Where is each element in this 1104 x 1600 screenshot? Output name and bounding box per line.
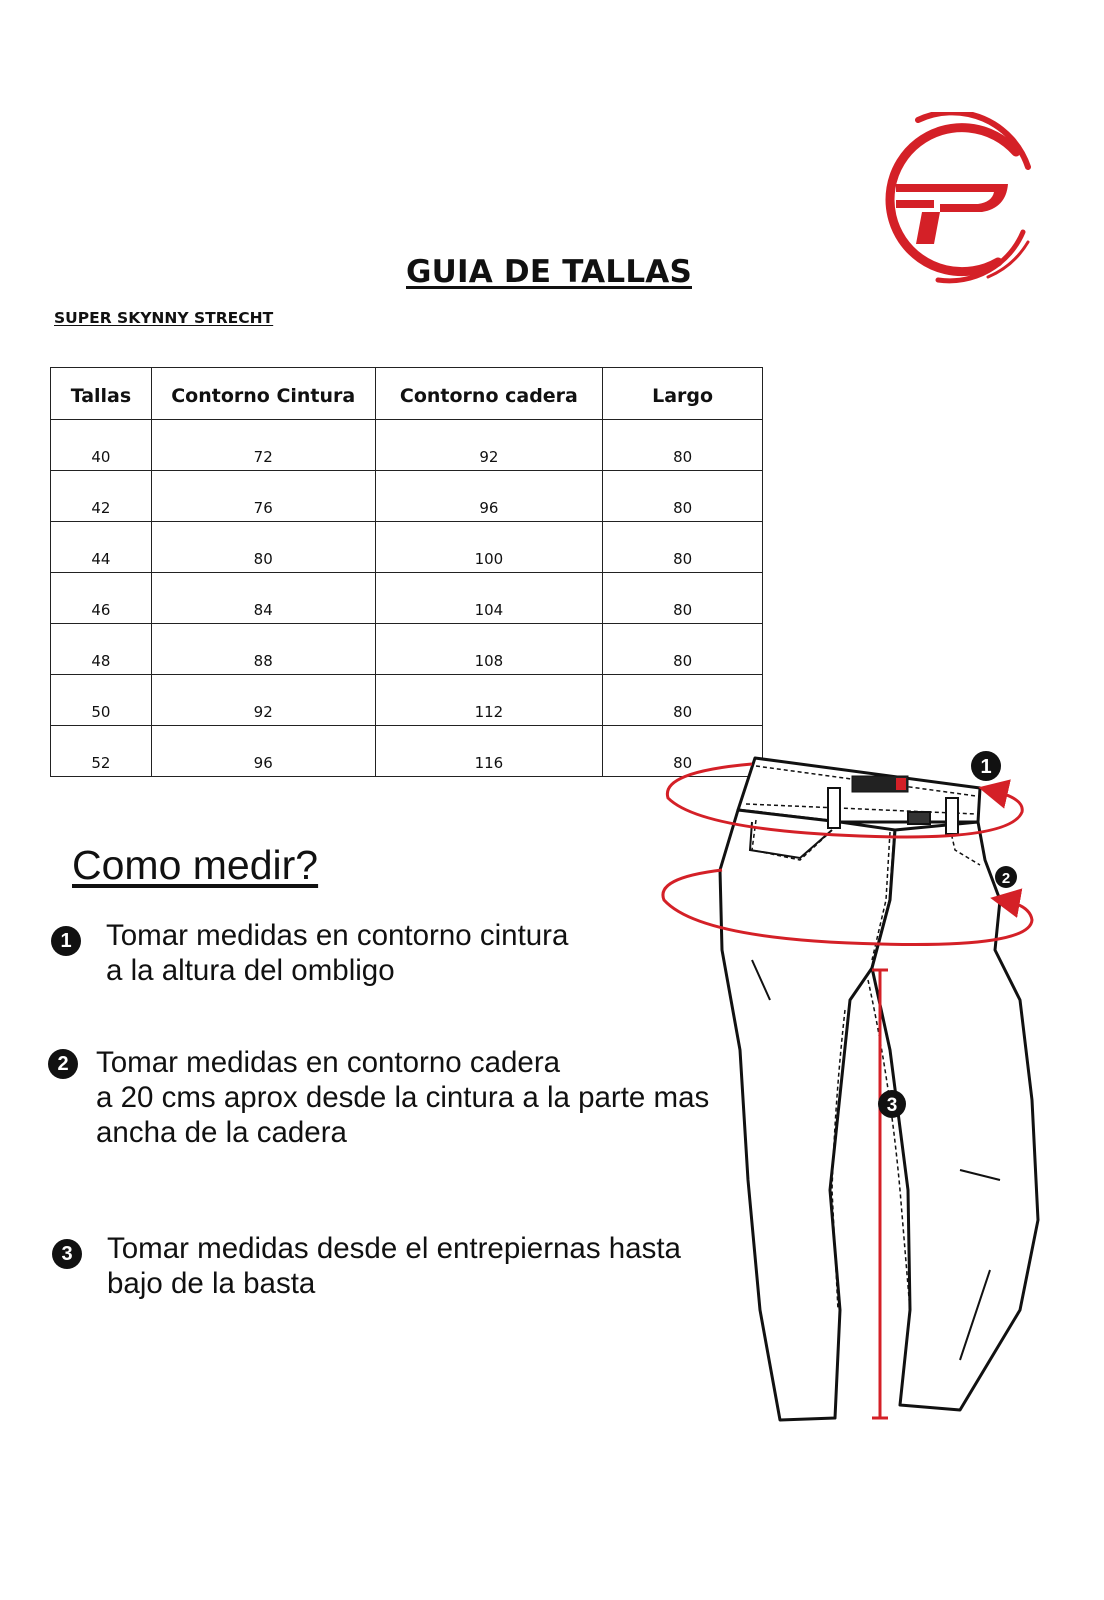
cell-largo: 80 (603, 573, 763, 624)
cell-largo: 80 (603, 675, 763, 726)
cell-cadera: 104 (375, 573, 603, 624)
step-text-line: Tomar medidas en contorno cadera (96, 1046, 561, 1079)
column-header-cadera: Contorno cadera (375, 368, 603, 420)
cell-cadera: 100 (375, 522, 603, 573)
table-row (51, 522, 763, 573)
cell-cintura: 96 (151, 726, 375, 777)
table-row (51, 624, 763, 675)
howto-heading: Como medir? (72, 842, 319, 888)
cell-talla: 46 (51, 573, 152, 624)
cell-largo: 80 (603, 471, 763, 522)
cell-cadera: 112 (375, 675, 603, 726)
marker-2 (995, 866, 1017, 888)
table-row (51, 573, 763, 624)
marker-1 (971, 751, 1001, 781)
marker-label: 3 (886, 1095, 898, 1116)
column-header-cintura: Contorno Cintura (151, 368, 375, 420)
size-table (50, 367, 763, 777)
step-number-badge: 2 (48, 1049, 78, 1079)
table-row (51, 726, 763, 777)
cell-cintura: 92 (151, 675, 375, 726)
step-text-line: ancha de la cadera (96, 1116, 347, 1149)
step-number-badge: 3 (52, 1239, 82, 1269)
step-1 (51, 918, 568, 988)
cell-talla: 42 (51, 471, 152, 522)
cell-largo: 80 (603, 522, 763, 573)
cell-cintura: 84 (151, 573, 375, 624)
step-text-line: a la altura del ombligo (106, 954, 395, 987)
product-subtitle: SUPER SKYNNY STRECHT (54, 309, 274, 327)
table-header-row (51, 368, 763, 420)
cell-talla: 44 (51, 522, 152, 573)
table-row (51, 675, 763, 726)
cell-cadera: 116 (375, 726, 603, 777)
cell-talla: 40 (51, 420, 152, 471)
table-row (51, 420, 763, 471)
step-text-line: Tomar medidas desde el entrepiernas hasta (107, 1232, 681, 1265)
cell-largo: 80 (603, 726, 763, 777)
cell-talla: 48 (51, 624, 152, 675)
cell-cintura: 72 (151, 420, 375, 471)
marker-3 (878, 1090, 906, 1118)
table-row (51, 471, 763, 522)
marker-label: 2 (1001, 870, 1011, 887)
step-2 (48, 1045, 709, 1150)
cell-cintura: 80 (151, 522, 375, 573)
brand-logo-icon (878, 112, 1038, 287)
step-text-line: Tomar medidas en contorno cintura (106, 919, 569, 952)
cell-cadera: 92 (375, 420, 603, 471)
page-title: GUIA DE TALLAS (406, 254, 692, 290)
step-text-line: a 20 cms aprox desde la cintura a la parte mas (96, 1081, 710, 1114)
marker-label: 1 (980, 756, 992, 778)
column-header-largo: Largo (603, 368, 763, 420)
step-3 (52, 1231, 681, 1301)
cell-cintura: 76 (151, 471, 375, 522)
pants-measurement-illustration (660, 750, 1050, 1460)
column-header-tallas: Tallas (51, 368, 152, 420)
cell-talla: 52 (51, 726, 152, 777)
cell-largo: 80 (603, 420, 763, 471)
step-text-line: bajo de la basta (107, 1267, 316, 1300)
cell-cadera: 108 (375, 624, 603, 675)
cell-largo: 80 (603, 624, 763, 675)
cell-cintura: 88 (151, 624, 375, 675)
cell-talla: 50 (51, 675, 152, 726)
cell-cadera: 96 (375, 471, 603, 522)
step-number-badge: 1 (51, 926, 81, 956)
